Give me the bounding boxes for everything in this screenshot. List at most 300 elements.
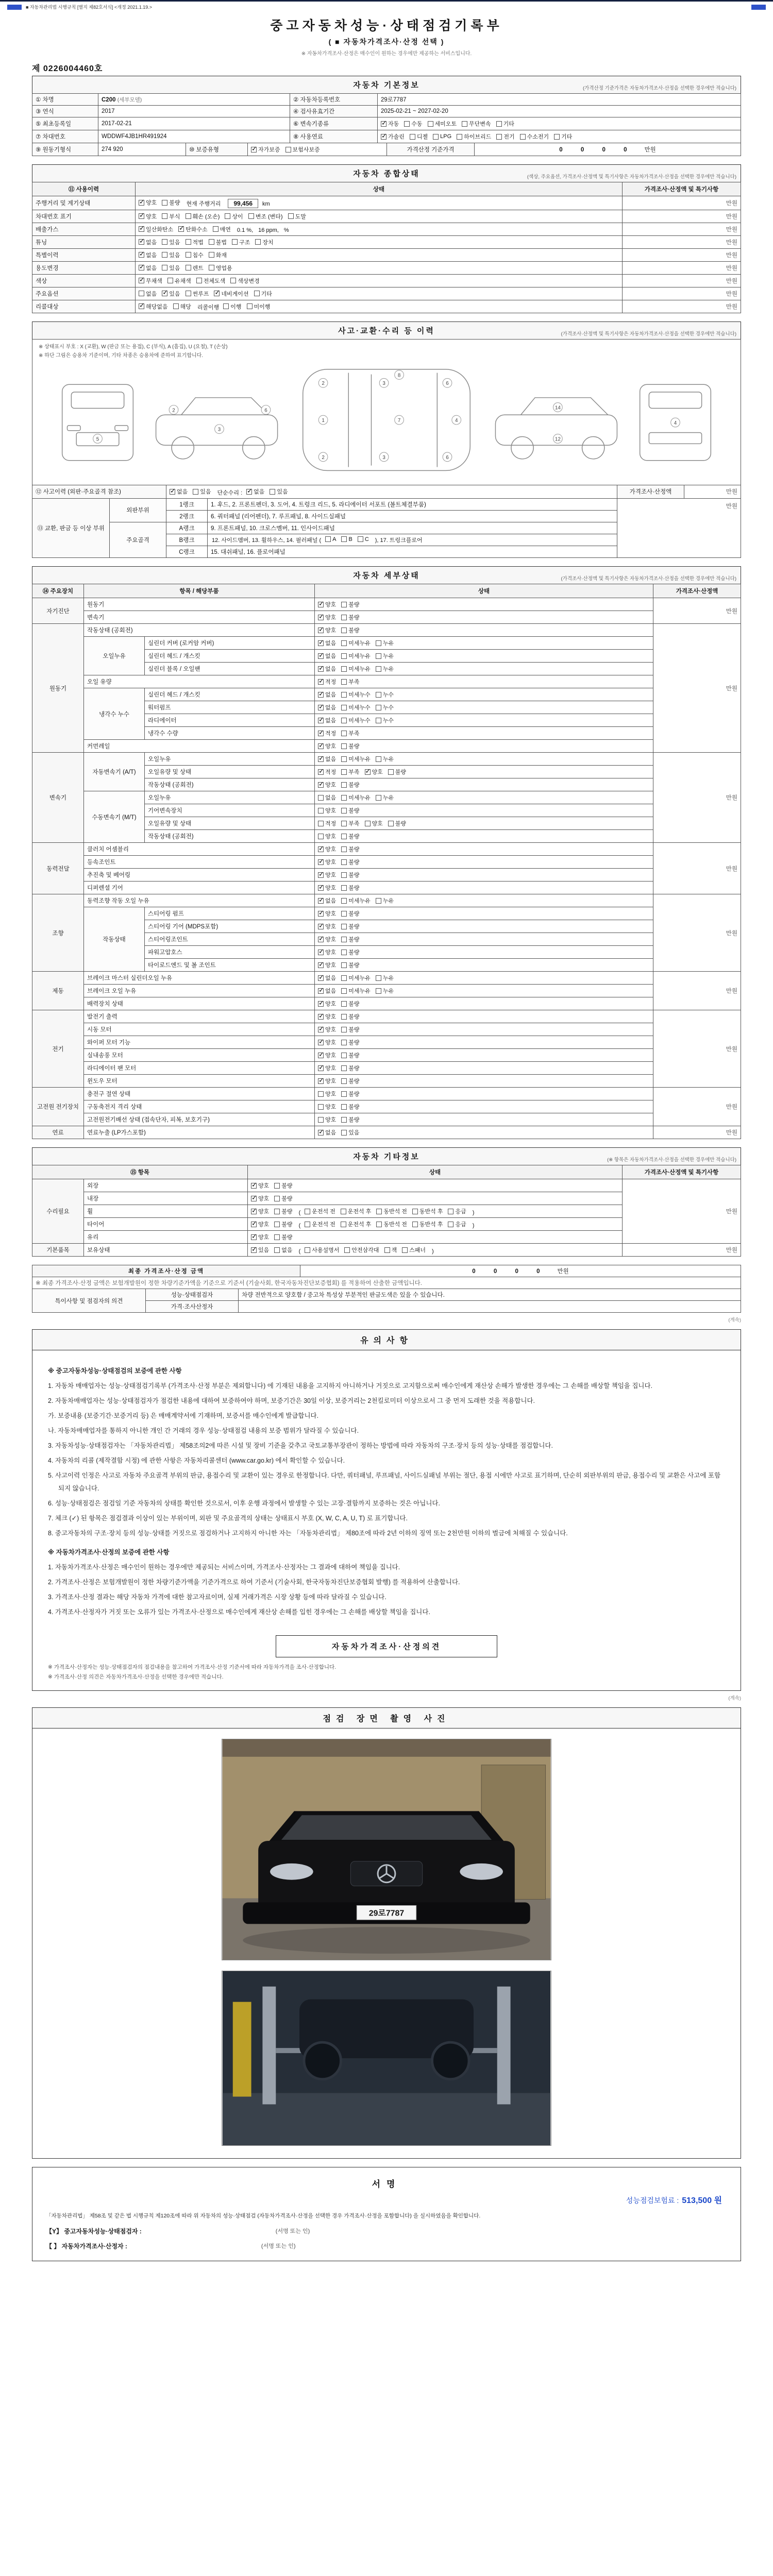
checkbox-label: B — [348, 536, 352, 543]
checkbox-option — [162, 238, 180, 246]
rankA-label: A랭크 — [166, 522, 208, 534]
item-cell: 스티어링 펌프 — [145, 907, 315, 920]
checkbox-label: 불량 — [348, 962, 360, 969]
checkbox-option — [318, 755, 336, 763]
checkbox-box — [162, 265, 167, 270]
item-cell: 냉각수 수량 — [145, 727, 315, 740]
checkbox-option — [341, 974, 371, 982]
state-code-legend: ※ 상태표시 부호 : X (교환), W (판금 또는 용접), C (부식), A (흠집), U (요철), T (손상) — [39, 344, 228, 350]
checkbox-box — [381, 134, 386, 140]
checkbox-option — [139, 212, 157, 221]
checkbox-option — [288, 212, 306, 221]
checkbox-box — [376, 756, 381, 762]
checkbox-box — [246, 489, 252, 495]
checkbox-label: 불량 — [281, 1183, 293, 1189]
state-cell — [315, 830, 653, 843]
checkbox-label: 디젤 — [416, 134, 428, 140]
checkbox-option — [341, 999, 359, 1008]
side-right-cabin — [521, 398, 608, 415]
item-cell: 원동기 — [84, 598, 315, 611]
overall-col-state: 상태 — [136, 182, 623, 196]
table-row — [32, 869, 741, 882]
state-cell — [315, 1100, 653, 1113]
checkbox-label: 양호 — [325, 885, 337, 891]
checkbox-option — [274, 1207, 292, 1215]
checkbox-box — [376, 988, 381, 994]
checkbox-label: 없음 — [281, 1247, 293, 1253]
notice-item: 1. 자동차가격조사·산정은 매수인이 원하는 경우에만 제공되는 서비스이며, 가격조사·산정자는 그 결과에 대하여 책임을 집니다. — [48, 1564, 400, 1571]
checkbox-box — [318, 885, 324, 891]
field-value-car-name — [98, 94, 290, 106]
checkbox-box — [251, 1209, 257, 1214]
checkbox-option — [225, 212, 243, 221]
checkbox-label: 불법 — [215, 239, 227, 246]
price-cell: 만원 — [653, 972, 741, 1010]
checkbox-box — [318, 1130, 324, 1136]
checkbox-option — [341, 742, 359, 750]
checkbox-box — [318, 795, 324, 801]
checkbox-box — [318, 988, 324, 994]
basic-info-table-2 — [32, 143, 741, 156]
car-shadow — [243, 1927, 530, 1954]
base-price-digits: 0 0 0 0 — [559, 147, 635, 153]
valuation-opinion-box — [276, 1635, 497, 1657]
table-row — [32, 624, 741, 637]
checkbox-label: 양호 — [325, 1014, 337, 1020]
checkbox-label: 응급 — [455, 1209, 466, 1215]
inspection-photo-front — [222, 1739, 551, 1960]
overall-row-label: 용도변경 — [32, 261, 136, 274]
checkbox-box — [232, 239, 238, 245]
checkbox-box — [341, 1117, 347, 1123]
item-cell: 오일누유 — [145, 753, 315, 766]
checkbox-option — [162, 264, 180, 272]
checkbox-option — [341, 1090, 359, 1098]
checkbox-box — [341, 743, 347, 749]
checkbox-box — [270, 489, 275, 495]
checkbox-label: 화재 — [215, 252, 227, 259]
checkbox-box — [341, 731, 347, 736]
photos-title: 점검 장면 촬영 사진 — [32, 1708, 741, 1728]
blue-tint — [223, 1971, 550, 2145]
checkbox-label: 보험사보증 — [292, 147, 320, 153]
checkbox-label: 동반석 전 — [383, 1222, 407, 1228]
field-value-base-price — [475, 143, 741, 156]
checkbox-option — [341, 845, 359, 853]
field-value-fuel — [378, 130, 741, 143]
checkbox-box — [376, 653, 381, 659]
checkbox-option — [274, 1233, 292, 1241]
checkbox-option — [186, 264, 204, 272]
checkbox-label: 미세누유 — [348, 666, 371, 672]
svg-text:4: 4 — [674, 420, 677, 426]
checkbox-box — [341, 988, 347, 994]
checkbox-option — [305, 1246, 339, 1254]
checkbox-box — [274, 1183, 280, 1189]
item-cell: 작동상태 (공회전) — [84, 624, 315, 637]
top-bar — [0, 2, 773, 10]
checkbox-box — [318, 1078, 324, 1084]
checkbox-option — [462, 120, 491, 128]
checkbox-box — [341, 640, 347, 646]
checkbox-option — [341, 703, 371, 711]
checkbox-box — [376, 1209, 382, 1214]
table-row — [32, 675, 741, 688]
checkbox-label: 적정 — [325, 769, 337, 775]
diagram-row — [32, 340, 741, 485]
text-token: 0.1 %, — [237, 227, 254, 233]
car-submodel: (세부모델) — [117, 96, 142, 103]
checkbox-box — [186, 252, 191, 258]
table-row — [32, 1049, 741, 1062]
checkbox-label: 동반석 후 — [419, 1222, 443, 1228]
field-value-reg-no: 29로7787 — [378, 94, 741, 106]
garage-ceiling — [222, 1739, 550, 1757]
checkbox-box — [318, 743, 324, 749]
checkbox-label: 양호 — [372, 769, 383, 775]
state-cell — [315, 894, 653, 907]
checkbox-label: 양호 — [325, 1040, 337, 1046]
table-row — [32, 1023, 741, 1036]
checkbox-option — [341, 1025, 359, 1033]
checkbox-label: 양호 — [146, 200, 157, 206]
overall-row-state — [136, 261, 623, 274]
rankB-items — [208, 534, 617, 546]
checkbox-option — [318, 742, 336, 750]
checkbox-option — [251, 1207, 269, 1215]
checkbox-option — [376, 987, 394, 995]
checkbox-box — [341, 666, 347, 672]
checkbox-label: 있음 — [258, 1247, 270, 1253]
item-cell: 내장 — [84, 1192, 248, 1205]
text-token: ), 17. 트렁크플로어 — [375, 537, 423, 544]
text-token: % — [283, 227, 289, 233]
checkbox-box — [318, 718, 324, 723]
front-view-outline — [62, 384, 133, 461]
price-cell: 만원 — [623, 287, 741, 300]
field-value-warranty — [248, 143, 387, 156]
svg-text:2: 2 — [172, 408, 175, 414]
checkbox-box — [318, 782, 324, 788]
checkbox-box — [318, 911, 324, 917]
price-cell: 만원 — [623, 223, 741, 235]
document-subtitle: ( ■ 자동차가격조사·산정 선택 ) — [328, 38, 445, 46]
item-cell: 오일유량 및 상태 — [145, 766, 315, 778]
checkbox-option — [376, 1207, 407, 1215]
checkbox-label: 양호 — [325, 1027, 337, 1033]
checkbox-option — [186, 290, 209, 298]
checkbox-box — [341, 615, 347, 620]
device-cell: 원동기 — [32, 624, 84, 753]
overall-row-state — [136, 223, 623, 235]
checkbox-label: C — [364, 536, 369, 543]
signer-appraiser-row — [46, 2242, 727, 2250]
field-label-fuel: ⑧ 사용연료 — [290, 130, 378, 143]
overall-row — [32, 287, 741, 300]
overall-row-state — [136, 248, 623, 261]
checkbox-box — [341, 1130, 347, 1136]
checkbox-label: 부식 — [169, 213, 180, 220]
checkbox-box — [341, 653, 347, 659]
svg-text:6: 6 — [446, 454, 449, 461]
inspection-insurance-fee — [46, 2194, 722, 2206]
checkbox-box — [457, 134, 462, 140]
checkbox-box — [139, 291, 144, 296]
text-token: 리콜이행 — [197, 304, 220, 311]
svg-text:3: 3 — [217, 427, 221, 433]
checkbox-option — [376, 1220, 407, 1228]
checkbox-box — [365, 821, 371, 826]
item-cell: 파워고압호스 — [145, 946, 315, 959]
checkbox-label: 양호 — [325, 1091, 337, 1097]
checkbox-box — [251, 1222, 257, 1227]
checkbox-label: 무채색 — [146, 278, 162, 284]
checkbox-box — [341, 782, 347, 788]
checkbox-label: 불량 — [348, 615, 360, 621]
state-cell — [315, 985, 653, 997]
checkbox-label: 운전석 후 — [347, 1209, 372, 1215]
checkbox-box — [318, 1040, 324, 1045]
final-price-unit: 만원 — [557, 1268, 569, 1275]
rear-trunk — [649, 433, 701, 444]
notice-section — [32, 1329, 741, 1691]
item-cell: 실린더 헤드 / 개스킷 — [145, 688, 315, 701]
text-token: ) — [472, 1209, 475, 1216]
rankB-label: B랭크 — [166, 534, 208, 546]
checkbox-box — [139, 200, 144, 206]
checkbox-option — [213, 225, 231, 233]
item-cell: 윈도우 모터 — [84, 1075, 315, 1088]
checkbox-option — [139, 290, 157, 298]
diagram-cell — [32, 340, 741, 485]
checkbox-label: 렌트 — [192, 265, 204, 272]
checkbox-option — [341, 909, 359, 918]
checkbox-option — [341, 613, 359, 621]
field-label-vin: ⑦ 차대번호 — [32, 130, 98, 143]
checkbox-label: 불량 — [348, 743, 360, 750]
checkbox-box — [448, 1209, 453, 1214]
signer-inspector-seal: (서명 또는 인) — [275, 2228, 310, 2235]
checkbox-option — [341, 793, 371, 802]
checkbox-option — [274, 1220, 292, 1228]
checkbox-box — [341, 950, 347, 955]
checkbox-label: 없음 — [325, 795, 337, 801]
subgroup-cell: 작동상태 — [84, 907, 145, 972]
checkbox-box — [318, 898, 324, 904]
final-price-section — [32, 1265, 741, 1313]
checkbox-option — [139, 264, 157, 272]
checkbox-label: 양호 — [258, 1183, 270, 1189]
text-token: 현재 주행거리 — [186, 200, 221, 207]
checkbox-box — [318, 872, 324, 878]
checkbox-option — [365, 768, 383, 776]
checkbox-box — [255, 239, 261, 245]
checkbox-label: 없음 — [146, 239, 157, 246]
state-cell — [248, 1179, 623, 1192]
checkbox-option — [448, 1220, 466, 1228]
checkbox-box — [384, 1247, 390, 1253]
svg-text:1: 1 — [322, 418, 325, 424]
rank1-items: 1. 후드, 2. 프론트펜더, 3. 도어, 4. 트렁크 리드, 5. 라디에이터 서포트 (볼트체결부품) — [208, 498, 617, 510]
accident-history-title-text: 사고·교환·수리 등 이력 — [338, 327, 435, 335]
state-cell — [315, 882, 653, 894]
checkbox-label: 불량 — [348, 924, 360, 930]
checkbox-option — [428, 120, 457, 128]
checkbox-label: 없음 — [325, 640, 337, 647]
svg-text:5: 5 — [96, 436, 99, 443]
checkbox-label: 불량 — [281, 1196, 293, 1202]
signer-inspector-row — [46, 2227, 727, 2235]
overall-row-label: 튜닝 — [32, 235, 136, 248]
checkbox-option — [341, 1012, 359, 1021]
notice-item: 7. 체크 (✓) 된 항목은 점검결과 이상이 있는 부위이며, 외판 및 주요골격의 상태는 상태표시 부호 (X, W, C, A, U, T) 로 표기합니다. — [48, 1515, 408, 1522]
checkbox-box — [139, 213, 144, 219]
item-cell: 작동상태 (공회전) — [145, 830, 315, 843]
state-cell — [315, 778, 653, 791]
checkbox-label: 양호 — [325, 782, 337, 788]
field-label-warranty: ⑩ 보증유형 — [186, 143, 248, 156]
state-cell — [248, 1218, 623, 1231]
checkbox-box — [388, 769, 394, 775]
item-cell: 추진축 및 베어링 — [84, 869, 315, 882]
checkbox-box — [274, 1222, 280, 1227]
item-cell: 연료누출 (LP가스포함) — [84, 1126, 315, 1139]
accident-label: ⑫ 사고이력 (외판·주요골격 참조) — [32, 485, 166, 499]
overall-row — [32, 235, 741, 248]
car-name: C200 — [102, 96, 116, 103]
state-cell — [315, 611, 653, 624]
checkbox-option — [251, 145, 280, 154]
rankC-items: 15. 대쉬패널, 16. 플로어패널 — [208, 546, 617, 558]
checkbox-option — [318, 793, 336, 802]
checkbox-label: 누유 — [382, 975, 394, 981]
rankC-label: C랭크 — [166, 546, 208, 558]
checkbox-box — [410, 134, 415, 140]
table-row — [32, 637, 741, 650]
checkbox-option — [341, 677, 359, 686]
checkbox-box — [318, 1065, 324, 1071]
checkbox-label: 없음 — [177, 489, 188, 495]
accident-history-note: (가격조사·산정액 및 특기사항은 자동차가격조사·산정을 선택한 경우에만 적습니다) — [561, 331, 736, 337]
checkbox-label: 양호 — [258, 1209, 270, 1215]
device-cell: 자기진단 — [32, 598, 84, 624]
table-row — [32, 997, 741, 1010]
checkbox-label: 가솔린 — [388, 134, 405, 140]
checkbox-box — [341, 1222, 346, 1227]
price-cell: 만원 — [623, 274, 741, 287]
device-cell: 조향 — [32, 894, 84, 972]
checkbox-label: 누유 — [382, 640, 394, 647]
overall-row-label: 주행거리 및 계기상태 — [32, 196, 136, 210]
state-cell — [315, 1088, 653, 1100]
checkbox-box — [318, 808, 324, 814]
checkbox-box — [318, 679, 324, 685]
state-cell — [315, 714, 653, 727]
notice-title: 유의사항 — [32, 1330, 741, 1350]
checkbox-label: 변조 (변타) — [255, 213, 283, 220]
checkbox-label: 전체도색 — [203, 278, 226, 284]
checkbox-label: 없음 — [325, 692, 337, 698]
checkbox-option — [520, 132, 549, 141]
table-row — [32, 1036, 741, 1049]
checkbox-option — [230, 277, 260, 285]
signature-legal-line: 「자동차관리법」 제58조 및 같은 법 시행규칙 제120조에 따라 위 자동차의 성능·상태점검 (자동차가격조사·산정을 선택한 경우 가격조사·산정을 포함합니다) 을 실시하였음을 확인합니다. — [46, 2212, 481, 2219]
checkbox-label: 양호 — [258, 1234, 270, 1241]
value-box: 99,456 — [228, 199, 258, 208]
checkbox-option — [162, 290, 180, 298]
overall-row-state — [136, 274, 623, 287]
field-value-year: 2017 — [98, 106, 290, 117]
checkbox-box — [318, 1027, 324, 1032]
item-cell: 구동축전지 격리 상태 — [84, 1100, 315, 1113]
checkbox-box — [186, 239, 191, 245]
checkbox-label: 양호 — [325, 950, 337, 956]
checkbox-box — [251, 1247, 257, 1253]
checkbox-box — [341, 1078, 347, 1084]
checkbox-option — [318, 845, 336, 853]
item-cell: 브레이크 오일 누유 — [84, 985, 315, 997]
valuation-opinion-title: 자동차가격조사·산정의견 — [331, 1642, 442, 1651]
checkbox-label: 없음 — [325, 975, 337, 981]
checkbox-option — [318, 948, 336, 956]
checkbox-option — [341, 1103, 359, 1111]
field-value-first-reg: 2017-02-21 — [98, 117, 290, 130]
checkbox-option — [318, 909, 336, 918]
table-row — [32, 611, 741, 624]
state-cell — [315, 1113, 653, 1126]
overall-row-state — [136, 235, 623, 248]
checkbox-option — [318, 961, 336, 969]
item-cell: 기어변속장치 — [145, 804, 315, 817]
checkbox-option — [496, 120, 514, 128]
checkbox-box — [341, 911, 347, 917]
checkbox-label: 양호 — [325, 937, 337, 943]
checkbox-box — [186, 265, 191, 270]
table-row — [32, 1244, 741, 1257]
field-value-transmission — [378, 117, 741, 130]
checkbox-box — [139, 239, 144, 245]
checkbox-box — [318, 666, 324, 672]
price-cell: 만원 — [623, 210, 741, 223]
checkbox-option — [285, 145, 320, 154]
price-cell: 만원 — [653, 624, 741, 753]
checkbox-label: 양호 — [372, 821, 383, 827]
device-cell: 고전원 전기장치 — [32, 1088, 84, 1126]
checkbox-option — [341, 652, 371, 660]
detail-col-item: 항목 / 해당부품 — [84, 584, 315, 598]
price-cell: 만원 — [653, 753, 741, 843]
checkbox-label: 불량 — [348, 628, 360, 634]
checkbox-label: 불량 — [348, 1065, 360, 1072]
field-label-base-price: 가격산정 기준가격 — [387, 143, 475, 156]
diagram-note: ※ 하단 그림은 승용차 기준이며, 기타 차종은 승용차에 준하여 표기합니다. — [39, 353, 204, 359]
checkbox-box — [173, 303, 179, 309]
checkbox-label: 불량 — [348, 1091, 360, 1097]
checkbox-option — [341, 729, 359, 737]
continue-mark-2: (계속) — [728, 1695, 741, 1701]
checkbox-label: 없음 — [325, 988, 337, 994]
checkbox-option — [255, 238, 273, 246]
checkbox-option — [341, 768, 359, 776]
checkbox-box — [520, 134, 526, 140]
notice-item: 1. 자동차 매매업자는 성능·상태점검기록부 (가격조사·산정 부분은 제외합니다) 에 기재된 내용을 고지하지 아니하거나 거짓으로 고지함으로써 매수인에게 재산상 손해가 발생한 경우에는 그 손해를 배상할 책임을 집니다. — [48, 1382, 653, 1389]
table-row — [32, 894, 741, 907]
item-cell: 라디에이터 — [145, 714, 315, 727]
checkbox-option — [318, 781, 336, 789]
checkbox-option — [384, 1246, 397, 1254]
checkbox-option — [318, 819, 336, 827]
checkbox-label: 불량 — [348, 872, 360, 878]
